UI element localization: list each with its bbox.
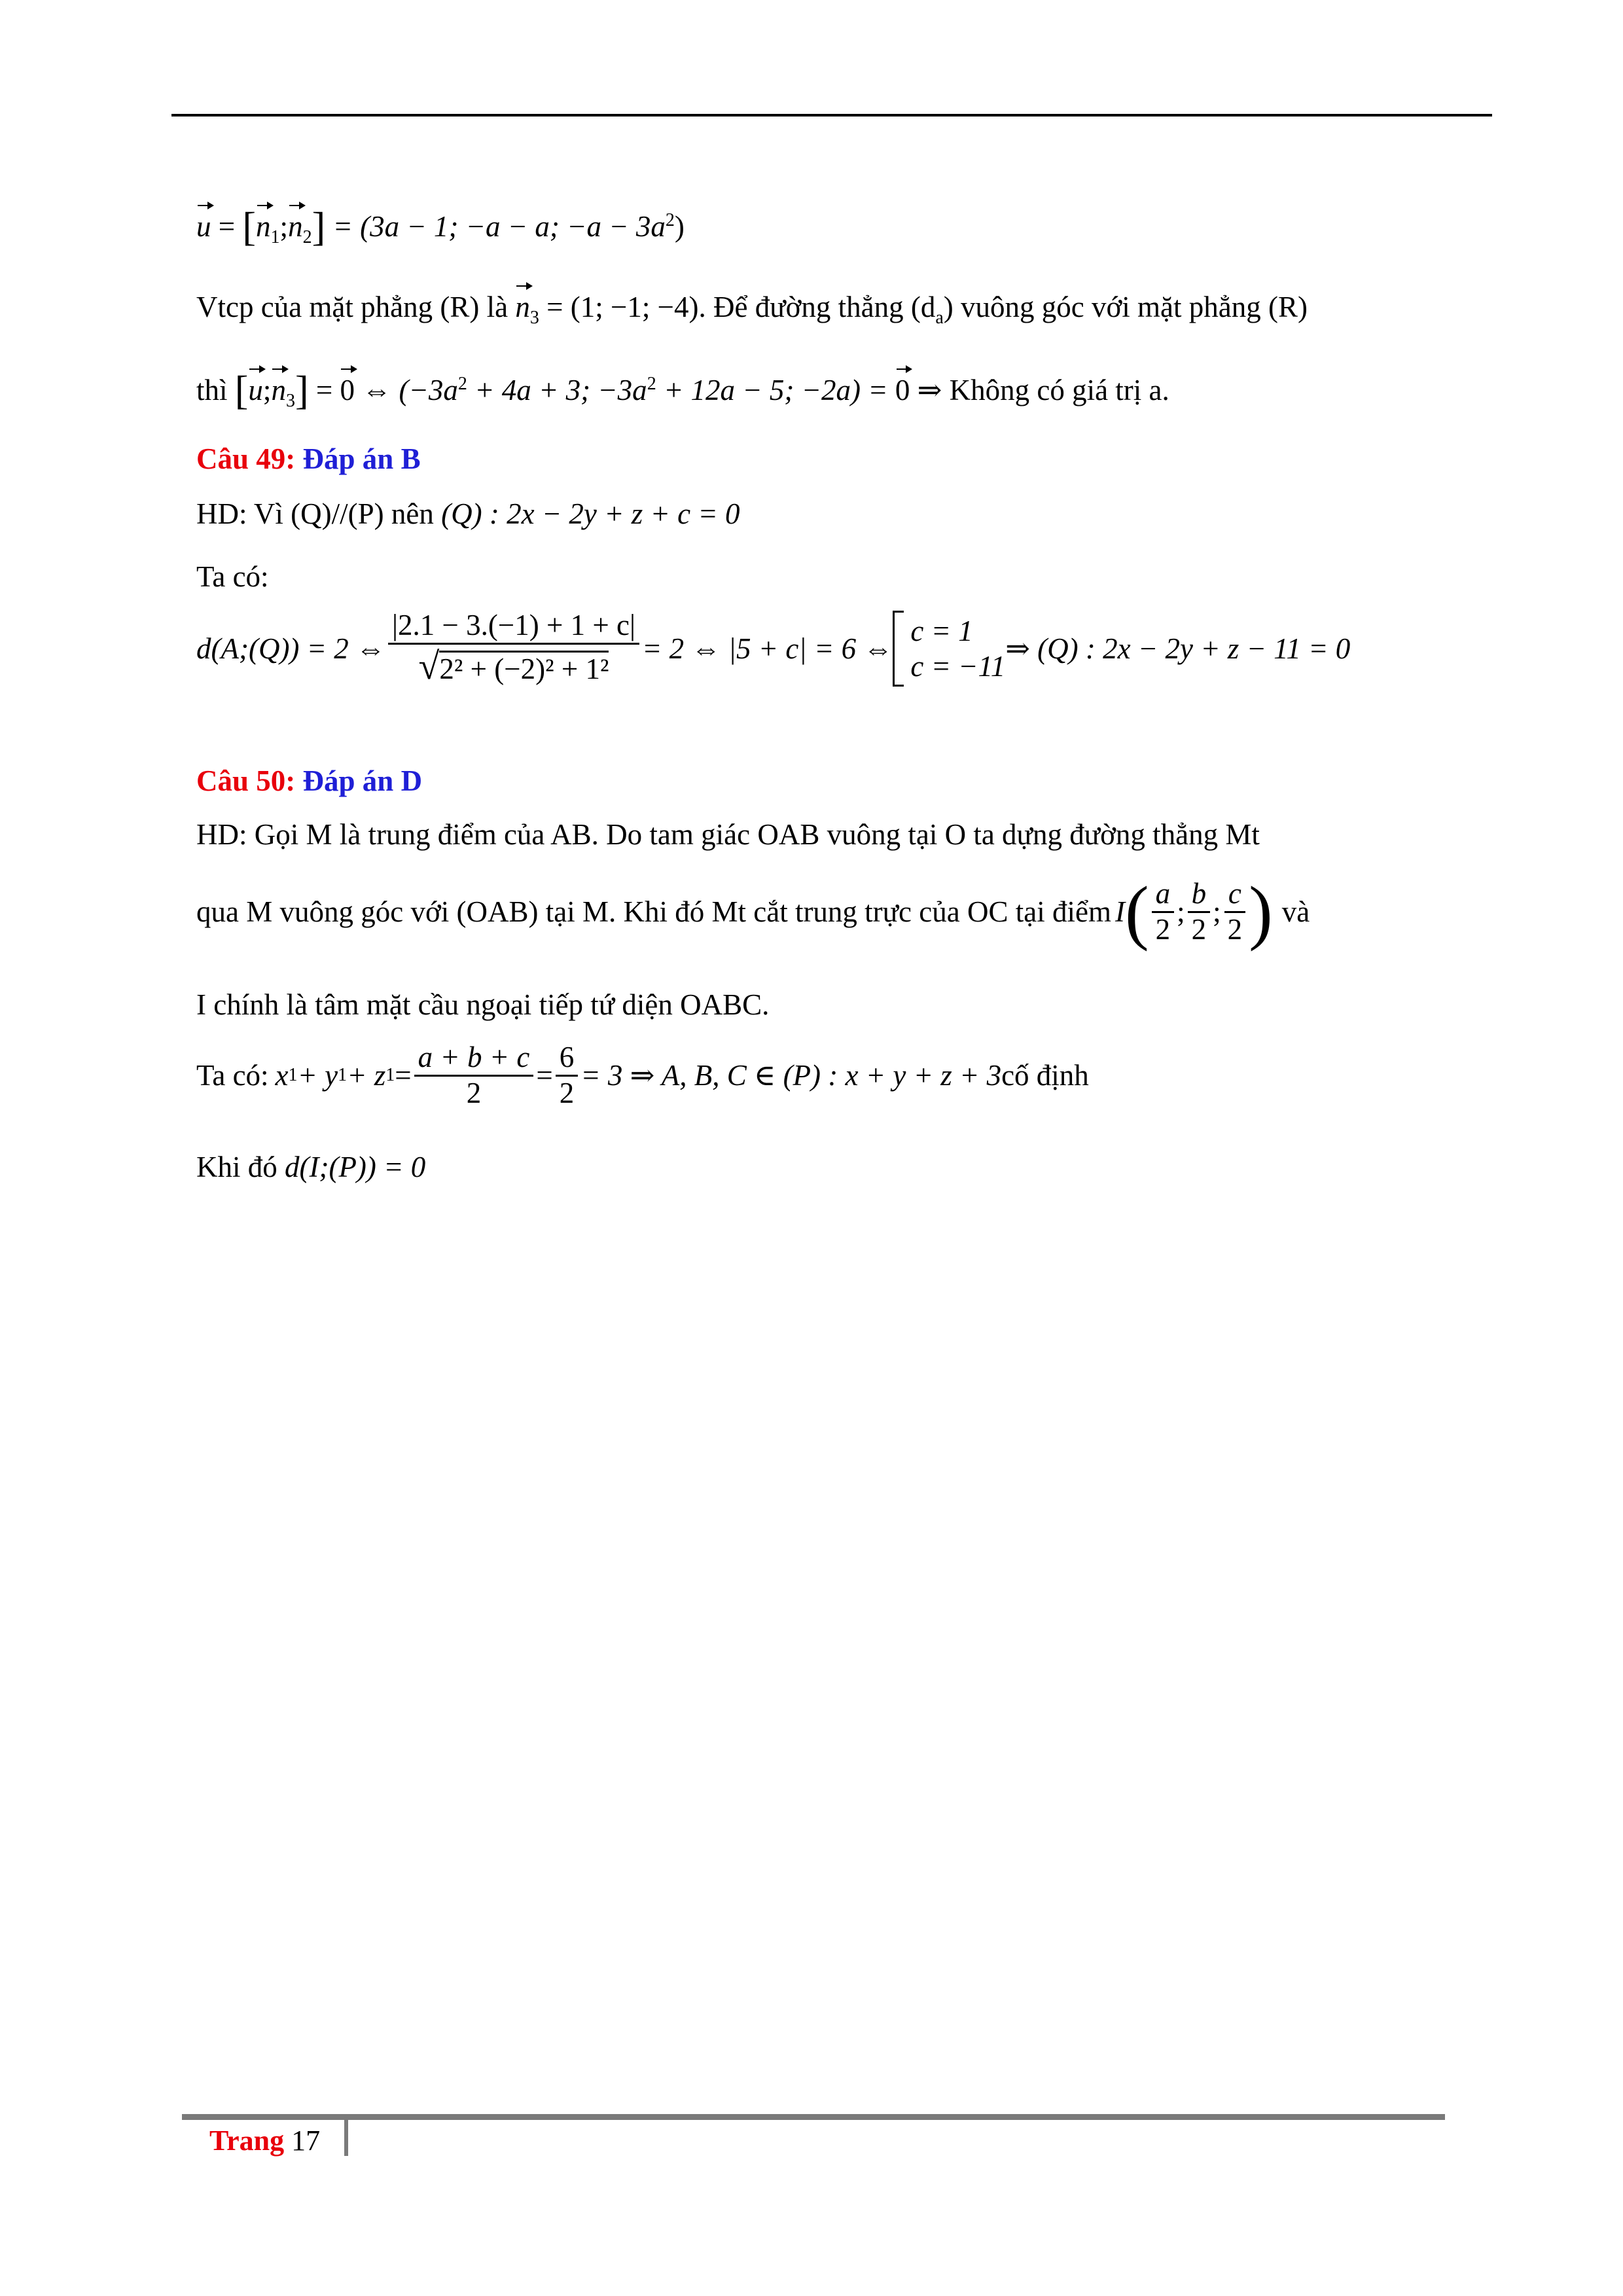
vector-value: = (1; −1; −4) (539, 291, 699, 323)
sqrt-symbol: √ (418, 644, 440, 687)
implies-symbol: ⇒ (910, 374, 950, 406)
question-number: Câu 49: (196, 442, 303, 475)
question-number: Câu 50: (196, 764, 303, 797)
text: Ta có: (196, 1059, 269, 1092)
answer-label: Đáp án B (302, 442, 421, 475)
sqrt-argument: 2² + (−2)² + 1² (439, 651, 609, 685)
denominator: 2 (1227, 912, 1243, 946)
text: HD: Gọi M là trung điểm của AB. Do tam giác OAB vuông tại O ta dựng đường thẳng Mt (196, 818, 1260, 851)
superscript: 2 (457, 374, 467, 394)
subscript: 1 (270, 227, 280, 247)
coord-a (1152, 877, 1175, 947)
subscript: a (935, 308, 944, 328)
numerator: a (1152, 877, 1175, 913)
expression: + 4a + 3; −3a (467, 374, 647, 406)
case-1: c = 1 (910, 614, 973, 647)
distance-result: d(I;(P)) = 0 (285, 1151, 426, 1183)
question-49-heading (196, 441, 421, 476)
q50-sum-equation (196, 1041, 1089, 1111)
separator: ; (1177, 895, 1185, 928)
subscript: 3 (285, 391, 295, 411)
denominator: 2 (1191, 912, 1207, 946)
denominator: 2 (559, 1076, 575, 1109)
q49-hint (196, 496, 740, 531)
hint-text: HD: Vì (Q)//(P) nên (196, 497, 442, 530)
sum-fraction (414, 1041, 534, 1111)
vector-n3: n (515, 291, 530, 323)
q49-distance-equation (196, 609, 1350, 688)
vector-u: u (196, 210, 211, 243)
var-y: + y (297, 1059, 338, 1092)
value-fraction (556, 1041, 579, 1111)
text: . Để đường thẳng (d (698, 291, 936, 323)
question-50-heading (196, 763, 422, 798)
text: Vtcp của mặt phẳng (R) là (196, 291, 516, 323)
coord-b (1188, 877, 1211, 947)
equals: = (395, 1059, 412, 1092)
text: ) vuông góc với mặt phẳng (R) (943, 291, 1308, 323)
cross-product-line (196, 203, 685, 251)
numerator: 6 (556, 1041, 579, 1077)
condition-line (196, 367, 1169, 415)
subscript: 1 (385, 1065, 395, 1086)
answer-label: Đáp án D (302, 764, 423, 797)
zero-vector: 0 (340, 374, 355, 406)
vector-u: u (248, 374, 263, 406)
vector-n3: n (271, 374, 286, 406)
equals: = (211, 210, 243, 243)
subscript: 3 (529, 308, 539, 328)
text: qua M vuông góc với (OAB) tại M. Khi đó Mt cắt trung trực của OC tại điểm (196, 895, 1111, 928)
bracket-close: ] (294, 368, 309, 413)
equals: = (536, 1059, 553, 1092)
text: thì (196, 374, 235, 406)
numerator: a + b + c (414, 1041, 534, 1077)
bracket-open: [ (234, 368, 249, 413)
subscript: 2 (302, 227, 312, 247)
fraction-denominator (415, 645, 613, 689)
footer-divider (344, 2115, 348, 2156)
equals: = (308, 374, 340, 406)
bracket-open: [ (242, 205, 257, 249)
numerator: b (1188, 877, 1211, 913)
plane-conclusion: = 3 ⇒ A, B, C ∈ (P) : x + y + z + 3 (580, 1059, 1002, 1092)
text: và (1281, 895, 1310, 928)
fraction-numerator: |2.1 − 3.(−1) + 1 + c| (388, 609, 639, 645)
distance-lhs: d(A;(Q)) = 2 ⇔ (196, 632, 386, 665)
page-number-value: 17 (291, 2125, 321, 2157)
normal-vector-line (196, 289, 1308, 329)
superscript: 2 (665, 210, 675, 230)
case-system (893, 611, 1005, 687)
denominator: 2 (1155, 912, 1171, 946)
paren-open: ( (1124, 872, 1149, 952)
superscript: 2 (647, 374, 656, 394)
iff-symbol: ⇔ (354, 374, 399, 406)
text: I chính là tâm mặt cầu ngoại tiếp tứ diện OABC. (196, 988, 770, 1021)
numerator: c (1224, 877, 1245, 913)
denominator: 2 (466, 1076, 482, 1109)
result-equation: ⇒ (Q) : 2x − 2y + z − 11 = 0 (1005, 632, 1351, 665)
text: Ta có: (196, 560, 269, 593)
conclusion-text: Không có giá trị a. (949, 374, 1169, 406)
page-number (209, 2124, 320, 2157)
header-rule (171, 114, 1492, 117)
vector-n1: n (256, 210, 271, 243)
var-x: x (275, 1059, 289, 1092)
page-label: Trang (209, 2125, 285, 2157)
zero-vector: 0 (895, 374, 910, 406)
coord-c (1224, 877, 1247, 947)
distance-fraction (388, 609, 639, 688)
cross-product-value: = (3a − 1; −a − a; −a − 3a (325, 210, 666, 243)
case-bracket (893, 611, 904, 687)
case-2: c = −11 (910, 649, 1006, 683)
paren-close: ) (674, 210, 685, 243)
equation-middle: = 2 ⇔ |5 + c| = 6 ⇔ (642, 632, 893, 665)
paren-close: ) (1249, 872, 1273, 952)
q50-paragraph-1 (196, 817, 1260, 852)
bracket-close: ] (312, 205, 326, 249)
q50-final (196, 1149, 425, 1185)
separator: ; (262, 374, 272, 406)
vector-n2: n (288, 210, 303, 243)
plane-equation: (Q) : 2x − 2y + z + c = 0 (441, 497, 740, 530)
var-z: + z (347, 1059, 386, 1092)
q50-paragraph-3 (196, 987, 769, 1022)
text: cố định (1001, 1059, 1089, 1092)
subscript: 1 (288, 1065, 298, 1086)
separator: ; (1213, 895, 1221, 928)
q50-paragraph-2 (196, 872, 1310, 952)
text: Khi đó (196, 1151, 285, 1183)
expression: + 12a − 5; −2a) = (656, 374, 895, 406)
separator: ; (279, 210, 289, 243)
subscript: 1 (338, 1065, 348, 1086)
point-I: I (1115, 895, 1125, 928)
q49-tacó (196, 559, 269, 594)
expression: (−3a (399, 374, 458, 406)
footer-rule (182, 2114, 1445, 2120)
